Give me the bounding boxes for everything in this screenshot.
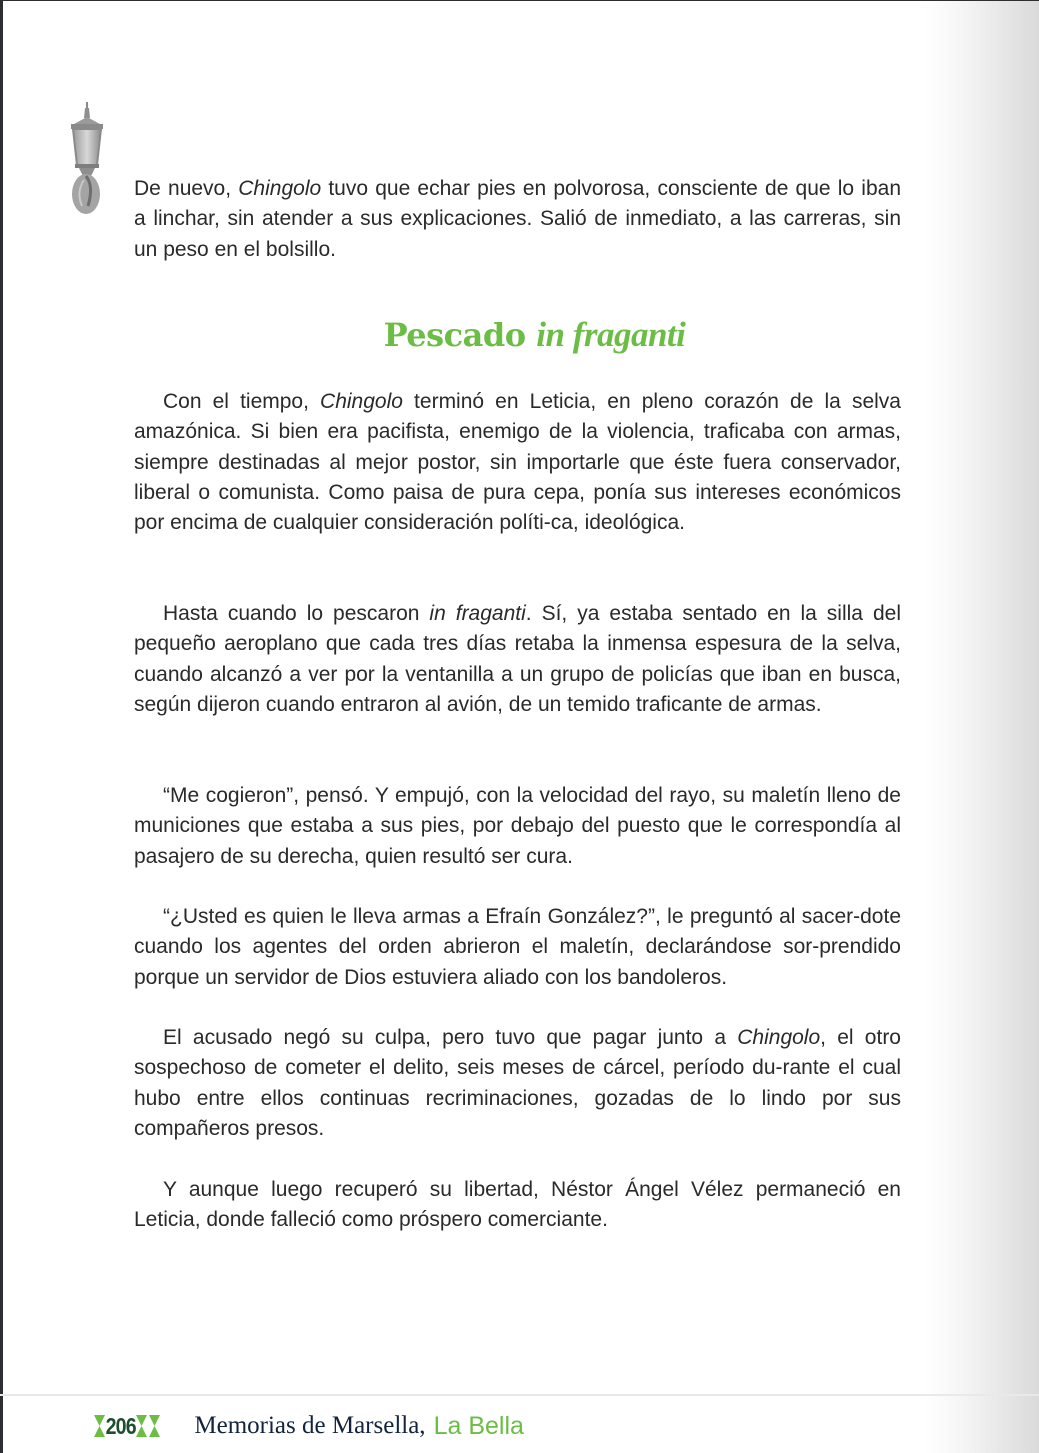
- intro-paragraph: [134, 174, 901, 265]
- paragraph-2-text-cont: . Sí, ya estaba sentado en la silla del pequeño aeroplano que cada tres días retaba la inmensa espesura de la selva, cuando alcanzó a ver por la ventanilla a un grupo de policías que iban en busca, según dijeron cuando entraron al avión, de un temido traficante de armas.: [134, 602, 901, 716]
- page-number: 206: [105, 1412, 136, 1439]
- paragraph-1: [134, 387, 901, 538]
- paragraph-4: [134, 902, 901, 993]
- character-name: Chingolo: [320, 390, 403, 413]
- italic-phrase: in fraganti: [429, 602, 526, 625]
- paragraph-4-text: “¿Usted es quien le lleva armas a Efraín González?”, le preguntó al sacer-dote cuando los agentes del orden abrieron el maletín, declarándose sor-prendido porque un servidor de Dios estuviera aliado con los bandoleros.: [134, 905, 901, 989]
- paragraph-2-text: Hasta cuando lo pescaron: [163, 602, 430, 625]
- book-subtitle: La Bella: [433, 1411, 524, 1440]
- page-left-edge: [0, 0, 3, 1453]
- page-top-edge: [0, 0, 1039, 1]
- section-heading: [0, 315, 1039, 355]
- paragraph-5-text-cont: , el otro sospechoso de cometer el delito, seis meses de cárcel, período du-rante el cual hubo entre ellos continuas recriminaciones, gozadas de lo lindo por sus compañeros presos.: [134, 1026, 901, 1140]
- paragraph-5-text: El acusado negó su culpa, pero tuvo que pagar junto a: [163, 1026, 738, 1049]
- intro-text-after: tuvo que echar pies en polvorosa, consciente de que lo iban a linchar, sin atender a sus explicaciones. Salió de inmediato, a las carreras, sin un peso en el bolsillo.: [134, 177, 901, 261]
- book-title: Memorias de Marsella,: [194, 1412, 426, 1439]
- paragraph-5: [134, 1023, 901, 1144]
- paragraph-1-text: Con el tiempo,: [163, 390, 321, 413]
- hourglass-ornament-icon: [94, 1415, 105, 1437]
- paragraph-1-text-cont: terminó en Leticia, en pleno corazón de la selva amazónica. Si bien era pacifista, enemigo de la violencia, traficaba con armas, siempre destinadas al mejor postor, sin importarle que éste fuera conservador, liberal o comunista. Como paisa de pura cepa, ponía sus intereses económicos por encima de cualquier consideración políti-ca, ideológica.: [134, 390, 901, 535]
- intro-text-before: De nuevo,: [134, 177, 239, 200]
- street-lamp-icon: [64, 102, 110, 218]
- paragraph-6-text: Y aunque luego recuperó su libertad, Néstor Ángel Vélez permaneció en Leticia, donde falleció como próspero comerciante.: [134, 1178, 901, 1232]
- paragraph-2: [134, 599, 901, 720]
- page-footer: [94, 1408, 524, 1444]
- footer-divider: [0, 1394, 1039, 1396]
- paragraph-6: [134, 1175, 901, 1236]
- character-name: Chingolo: [737, 1026, 821, 1049]
- paragraph-3: [134, 781, 901, 872]
- character-name: Chingolo: [238, 177, 322, 200]
- hourglass-ornament-icon: [136, 1415, 147, 1437]
- heading-italic: in fraganti: [536, 315, 686, 354]
- paragraph-3-text: “Me cogieron”, pensó. Y empujó, con la velocidad del rayo, su maletín lleno de municiones que estaba a sus pies, por debajo del puesto que le correspondía al pasajero de su derecha, quien resultó ser cura.: [134, 784, 901, 868]
- heading-plain: Pescado: [383, 316, 537, 354]
- hourglass-ornament-icon: [149, 1415, 160, 1437]
